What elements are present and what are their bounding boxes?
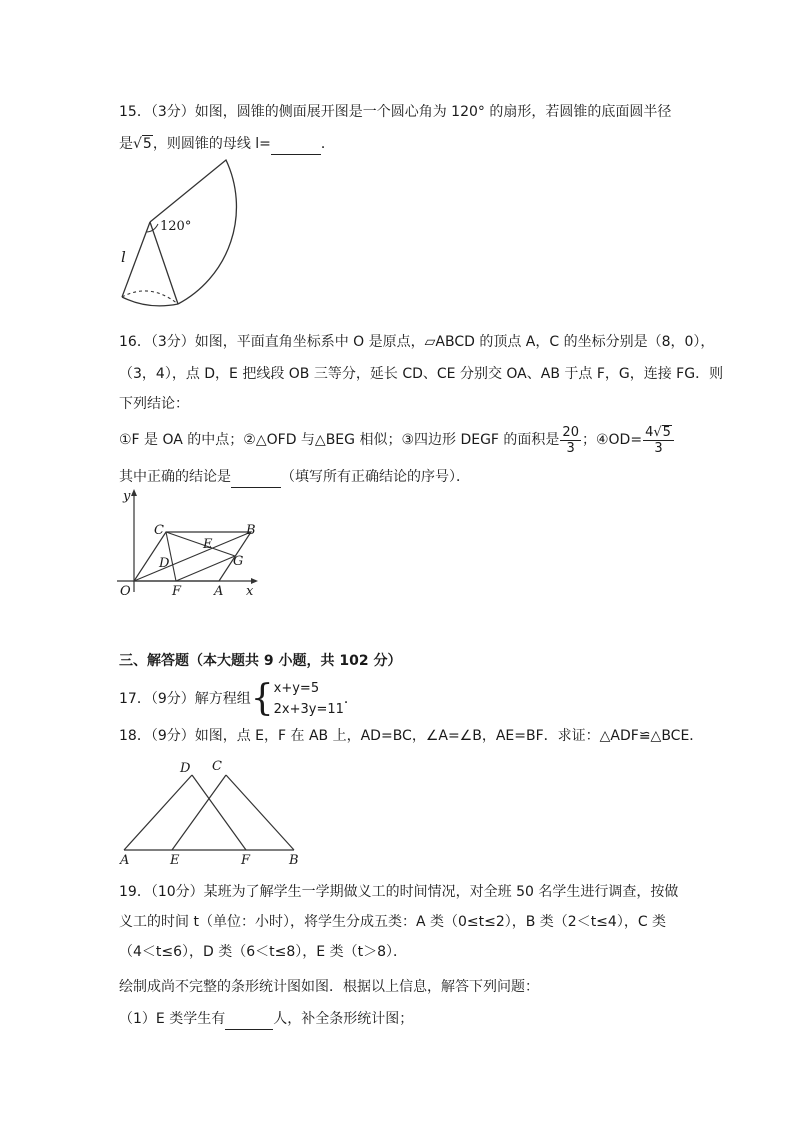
cone-right-edge (150, 222, 178, 304)
cone-base-back (122, 291, 178, 304)
q19-line5-suffix: 人，补全条形统计图； (273, 1011, 414, 1027)
q19-line2: 义工的时间 t（单位：小时），将学生分成五类：A 类（0≤t≤2），B 类（2＜t≤4），C 类 (119, 914, 667, 930)
q15-line1: 15．（3分）如图，圆锥的侧面展开图是一个圆心角为 120° 的扇形，若圆锥的底面圆半径 (119, 104, 672, 120)
label-b: B (246, 523, 256, 538)
q16-line4 (119, 423, 675, 457)
cone-left-edge (122, 222, 150, 297)
equation-2: 2x+3y=11 (273, 702, 344, 717)
fraction-4sqrt5-3: $\frac{4√5}{3}$ (643, 425, 674, 456)
frac2-coef: 4 (645, 424, 654, 440)
section-3-heading: 三、解答题（本大题共 9 小题，共 102 分） (119, 653, 402, 669)
label-c: C (212, 759, 222, 774)
label-c: C (154, 523, 164, 538)
q19-answer-blank (225, 1009, 273, 1030)
q16-answer-blank (231, 467, 281, 488)
label-a: A (214, 584, 224, 599)
q15-answer-blank (271, 134, 321, 155)
q18-line: 18．（9分）如图，点 E，F 在 AB 上，AD=BC，∠A=∠B，AE=BF．求证：△ADF≌△BCE． (119, 728, 704, 744)
q19-line5 (119, 1009, 413, 1030)
label-a: A (120, 853, 130, 868)
label-o: O (120, 584, 131, 599)
label-d: D (159, 556, 170, 571)
q17-line (119, 677, 358, 721)
q15-line2 (119, 134, 335, 155)
q19-line4: 绘制成尚不完整的条形统计图如图．根据以上信息，解答下列问题： (119, 979, 539, 995)
q18-triangles-figure (117, 758, 307, 868)
label-b: B (289, 853, 299, 868)
q16-coordinate-figure (115, 488, 265, 600)
slant-label: l (121, 248, 126, 266)
q19-line1: 19．（10分）某班为了解学生一学期做义工的时间情况，对全班 50 名学生进行调查，按做 (119, 884, 679, 900)
q16-line2: （3，4），点 D，E 把线段 OB 三等分，延长 CD、CE 分别交 OA、AB 于点 F，G，连接 FG．则 (119, 366, 724, 382)
segment-ce (172, 775, 226, 850)
segment-cg (166, 532, 235, 556)
fraction-20-3 (560, 425, 581, 456)
sqrt-sign: √ (133, 136, 142, 152)
segment-bc (226, 775, 294, 850)
label-e: E (203, 537, 213, 552)
q15-line2-end: ． (320, 136, 335, 152)
frac2-radicand: 5 (662, 424, 671, 440)
frac1-den: 3 (566, 440, 575, 456)
label-e: E (170, 853, 180, 868)
segment-df (192, 775, 246, 850)
q16-line3: 下列结论： (119, 396, 189, 412)
label-f: F (172, 584, 182, 599)
label-y: y (123, 489, 131, 504)
q19-line3: （4＜t≤6），D 类（6＜t≤8），E 类（t＞8）． (119, 944, 407, 960)
q17-prefix: 17．（9分）解方程组 (119, 691, 251, 707)
q15-cone-figure (118, 158, 248, 308)
q15-radicand: 5 (142, 136, 152, 152)
label-d: D (180, 761, 191, 776)
q15-line2-mid: ，则圆锥的母线 l= (152, 136, 271, 152)
q16-line4-prefix: ①F 是 OA 的中点；②△OFD 与△BEG 相似；③四边形 DEGF 的面积是 (119, 432, 560, 448)
frac1-num: 20 (562, 424, 579, 440)
label-x: x (246, 584, 254, 599)
left-brace: { (250, 678, 274, 719)
q16-line5-suffix: （填写所有正确结论的序号）． (281, 469, 470, 485)
q16-line5 (119, 467, 470, 488)
q16-line1: 16．（3分）如图，平面直角坐标系中 O 是原点，▱ABCD 的顶点 A，C 的坐标分别是（8，0）， (119, 334, 715, 350)
y-axis-arrow (131, 489, 137, 496)
equation-1: x+y=5 (273, 681, 320, 696)
segment-ad (124, 775, 192, 850)
frac2-den: 3 (654, 440, 663, 456)
label-g: G (233, 554, 244, 569)
q19-line5-prefix: （1）E 类学生有 (119, 1011, 226, 1027)
q15-line2-prefix: 是 (119, 136, 133, 152)
equation-system (274, 678, 344, 720)
label-f: F (241, 853, 251, 868)
q16-line4-mid: ；④OD= (581, 432, 643, 448)
q17-suffix: ． (343, 691, 358, 707)
q16-line5-prefix: 其中正确的结论是 (119, 469, 231, 485)
angle-label: 120° (160, 219, 192, 234)
